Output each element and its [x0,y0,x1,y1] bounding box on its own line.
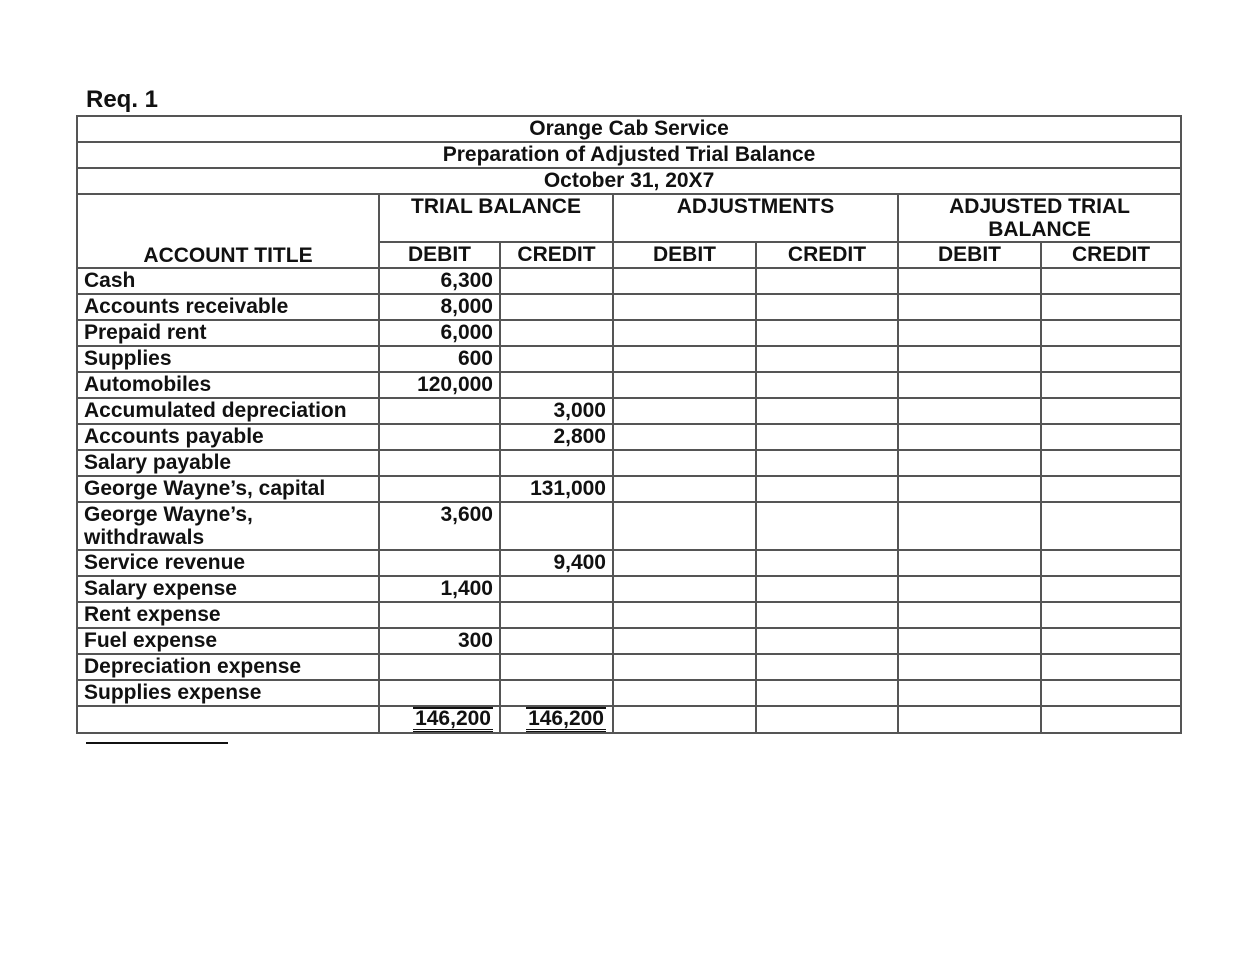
adj-credit-cell [756,346,898,372]
adj-debit-cell [613,450,756,476]
atb-debit-cell [898,576,1041,602]
atb-debit-cell [898,628,1041,654]
worksheet-title: Preparation of Adjusted Trial Balance [77,142,1181,168]
atb-debit-cell [898,550,1041,576]
table-row [77,654,1181,680]
atb-credit-cell [1041,320,1181,346]
account-title: Salary expense [77,576,379,602]
adj-debit-cell [613,398,756,424]
adj-debit-cell [613,320,756,346]
tb-credit-cell [500,502,613,550]
tb-debit-cell: 6,300 [379,268,500,294]
adj-credit-cell [756,602,898,628]
tb-credit-cell: 2,800 [500,424,613,450]
worksheet-date: October 31, 20X7 [77,168,1181,194]
atb-credit-header: CREDIT [1041,242,1181,268]
adj-credit-cell [756,294,898,320]
adj-debit-total-cell [613,706,756,733]
adj-credit-cell [756,502,898,550]
account-title: Depreciation expense [77,654,379,680]
account-title-header: ACCOUNT TITLE [77,194,379,268]
tb-credit-cell [500,654,613,680]
adj-debit-header: DEBIT [613,242,756,268]
tb-debit-cell [379,398,500,424]
account-title: Accumulated depreciation [77,398,379,424]
atb-credit-cell [1041,268,1181,294]
tb-credit-cell [500,628,613,654]
adj-debit-cell [613,294,756,320]
table-row [77,476,1181,502]
table-row [77,550,1181,576]
table-row [77,576,1181,602]
atb-credit-cell [1041,680,1181,706]
adjustments-group-header: ADJUSTMENTS [613,194,898,242]
adj-debit-cell [613,628,756,654]
table-row [77,268,1181,294]
account-title: Supplies [77,346,379,372]
adj-debit-cell [613,346,756,372]
adj-debit-cell [613,476,756,502]
atb-debit-header: DEBIT [898,242,1041,268]
adj-debit-cell [613,680,756,706]
atb-debit-cell [898,476,1041,502]
account-title: George Wayne’s, capital [77,476,379,502]
account-title: Rent expense [77,602,379,628]
account-title: Accounts payable [77,424,379,450]
account-title: George Wayne’s, withdrawals [77,502,379,550]
account-title: Automobiles [77,372,379,398]
account-title: Accounts receivable [77,294,379,320]
company-name: Orange Cab Service [77,116,1181,142]
table-row [77,320,1181,346]
adj-debit-cell [613,550,756,576]
tb-debit-total-cell [379,706,500,733]
tb-debit-cell [379,550,500,576]
atb-credit-cell [1041,294,1181,320]
tb-debit-cell: 300 [379,628,500,654]
tb-debit-cell [379,424,500,450]
adj-debit-cell [613,268,756,294]
account-title: Prepaid rent [77,320,379,346]
atb-credit-cell [1041,476,1181,502]
adjusted-trial-balance-group-header: ADJUSTED TRIAL BALANCE [898,194,1181,242]
totals-label-cell [77,706,379,733]
tb-debit-header: DEBIT [379,242,500,268]
tb-debit-cell [379,450,500,476]
atb-debit-cell [898,602,1041,628]
requirement-label: Req. 1 [86,86,159,113]
atb-debit-cell [898,654,1041,680]
atb-credit-cell [1041,450,1181,476]
atb-credit-cell [1041,550,1181,576]
atb-credit-cell [1041,346,1181,372]
account-title: Fuel expense [77,628,379,654]
tb-debit-cell [379,602,500,628]
adj-credit-cell [756,268,898,294]
atb-debit-cell [898,320,1041,346]
tb-credit-cell [500,680,613,706]
atb-debit-cell [898,346,1041,372]
adj-credit-total-cell [756,706,898,733]
table-row [77,502,1181,550]
atb-credit-cell [1041,424,1181,450]
account-title: Supplies expense [77,680,379,706]
atb-debit-cell [898,450,1041,476]
adj-credit-header: CREDIT [756,242,898,268]
table-row [77,372,1181,398]
atb-credit-cell [1041,602,1181,628]
atb-credit-cell [1041,502,1181,550]
account-title: Cash [77,268,379,294]
atb-credit-cell [1041,576,1181,602]
adj-credit-cell [756,680,898,706]
footnote-divider [86,742,228,744]
atb-debit-cell [898,680,1041,706]
table-row [77,294,1181,320]
adj-credit-cell [756,476,898,502]
tb-debit-cell [379,476,500,502]
tb-credit-cell [500,346,613,372]
atb-credit-cell [1041,372,1181,398]
tb-debit-cell [379,654,500,680]
atb-credit-cell [1041,628,1181,654]
atb-credit-cell [1041,654,1181,680]
adj-credit-cell [756,398,898,424]
atb-debit-cell [898,424,1041,450]
tb-debit-cell: 120,000 [379,372,500,398]
tb-credit-cell: 3,000 [500,398,613,424]
account-title: Service revenue [77,550,379,576]
table-row [77,398,1181,424]
adj-debit-cell [613,576,756,602]
adj-debit-cell [613,372,756,398]
tb-credit-total-cell [500,706,613,733]
table-row [77,602,1181,628]
tb-credit-cell [500,372,613,398]
adj-debit-cell [613,654,756,680]
atb-debit-cell [898,502,1041,550]
totals-row [77,706,1181,733]
tb-debit-cell: 8,000 [379,294,500,320]
table-row [77,680,1181,706]
tb-credit-cell [500,268,613,294]
adj-credit-cell [756,628,898,654]
tb-credit-cell [500,320,613,346]
atb-credit-total-cell [1041,706,1181,733]
atb-debit-cell [898,268,1041,294]
table-row [77,628,1181,654]
adj-credit-cell [756,424,898,450]
adj-credit-cell [756,320,898,346]
atb-debit-cell [898,372,1041,398]
tb-debit-cell: 600 [379,346,500,372]
tb-credit-total: 146,200 [528,707,604,730]
trial-balance-group-header: TRIAL BALANCE [379,194,613,242]
adj-credit-cell [756,550,898,576]
adjusted-trial-balance-worksheet [76,115,1182,734]
atb-debit-cell [898,294,1041,320]
adj-credit-cell [756,576,898,602]
table-row [77,424,1181,450]
table-row [77,346,1181,372]
adj-debit-cell [613,502,756,550]
adj-credit-cell [756,450,898,476]
tb-credit-header: CREDIT [500,242,613,268]
atb-credit-cell [1041,398,1181,424]
tb-debit-cell [379,680,500,706]
tb-debit-cell: 3,600 [379,502,500,550]
tb-debit-cell: 6,000 [379,320,500,346]
tb-credit-cell [500,294,613,320]
tb-credit-cell: 131,000 [500,476,613,502]
tb-credit-cell [500,450,613,476]
adj-debit-cell [613,424,756,450]
adj-credit-cell [756,654,898,680]
tb-credit-cell: 9,400 [500,550,613,576]
atb-debit-total-cell [898,706,1041,733]
adj-debit-cell [613,602,756,628]
tb-debit-total: 146,200 [415,707,491,730]
adj-credit-cell [756,372,898,398]
account-title: Salary payable [77,450,379,476]
table-row [77,450,1181,476]
atb-debit-cell [898,398,1041,424]
tb-credit-cell [500,602,613,628]
tb-credit-cell [500,576,613,602]
tb-debit-cell: 1,400 [379,576,500,602]
